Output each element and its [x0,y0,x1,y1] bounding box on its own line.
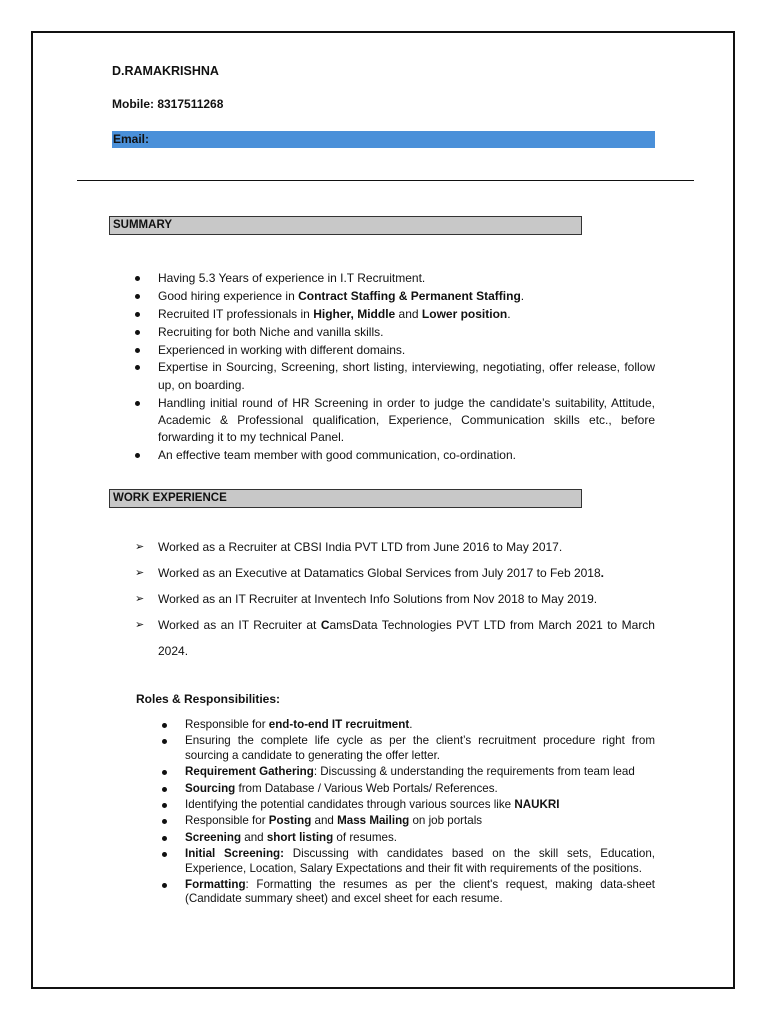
summary-heading: SUMMARY [109,216,582,235]
item-text: Recruiting for both Niche and vanilla skills. [158,324,384,339]
emphasis-text: Higher, Middle [313,306,396,321]
item-text: Identifying the potential candidates through various sources like [185,798,515,812]
bullet-icon [135,401,140,406]
responsibility-item [160,765,655,779]
summary-item [133,342,655,359]
work-experience-item [133,586,655,612]
item-text: Ensuring the complete life cycle as per the client’s recruitment procedure right from sourcing a candidate to generating the offer letter. [185,734,655,762]
arrow-bullet-icon: ➢ [135,567,145,579]
bullet-icon [162,883,167,888]
header-divider [77,180,694,181]
item-text: Discussing with candidates based on the skill sets, Education, Experience, Location, Salary Expectations and their fit with requirements of the positions. [185,847,655,875]
emphasis-text: end-to-end IT recruitment [268,718,410,731]
item-text: and [311,814,338,828]
responsibility-item [160,814,655,828]
item-text: Worked as a Recruiter at CBSI India PVT LTD from June 2016 to May 2017. [158,540,563,554]
summary-item [133,324,655,341]
bullet-icon [135,330,140,335]
emphasis-text: Contract Staffing & Permanent Staffing [298,288,521,303]
bullet-icon [135,276,140,281]
roles-heading: Roles & Responsibilities: [136,692,281,706]
responsibility-item [160,847,655,876]
item-text: Worked as an Executive at Datamatics Global Services from July 2017 to Feb 2018 [158,566,601,580]
bullet-icon [135,348,140,353]
bullet-icon [162,803,167,808]
item-text: on job portals [409,814,483,828]
bullet-icon [162,770,167,775]
candidate-name: D.RAMAKRISHNA [112,64,219,78]
bullet-icon [135,453,140,458]
item-text: Responsible for [185,718,269,731]
item-text: Worked as an IT Recruiter at [158,618,321,632]
emphasis-text: NAUKRI [514,798,560,812]
arrow-bullet-icon: ➢ [135,619,145,631]
emphasis-text: Lower position [421,306,508,321]
item-text: from Database / Various Web Portals/ References. [235,781,498,795]
bullet-icon [135,294,140,299]
responsibility-item [160,798,655,812]
emphasis-text: Requirement Gathering [185,765,314,779]
item-text: Having 5.3 Years of experience in I.T Recruitment. [158,271,426,285]
work-experience-heading: WORK EXPERIENCE [109,489,582,508]
emphasis-text: Initial Screening: [185,847,284,861]
emphasis-text: Posting [268,814,312,828]
item-text: Expertise in Sourcing, Screening, short listing, interviewing, negotiating, offer release, follow up, on boarding. [158,360,655,392]
item-text: Handling initial round of HR Screening in order to judge the candidate’s suitability, Attitude, Academic & Professional qualification, Experience, Communication skills etc., before forwarding it to my technical Panel. [158,395,655,445]
summary-item [133,447,655,464]
bullet-icon [162,787,167,792]
responsibility-item [160,782,655,796]
summary-list [133,270,655,465]
bullet-icon [162,723,167,728]
work-experience-item [133,560,655,586]
item-text: . [409,718,413,731]
summary-item [133,288,655,305]
bullet-icon [162,739,167,744]
item-text: and [395,306,422,321]
item-text: and [241,830,267,844]
item-text: : Discussing & understanding the requirements from team lead [313,765,635,779]
summary-item [133,359,655,394]
responsibility-item [160,734,655,763]
item-text: An effective team member with good communication, co-ordination. [158,448,516,463]
item-text: Good hiring experience in [158,288,299,303]
work-experience-item [133,612,655,664]
item-text: : Formatting the resumes as per the client's request, making data-sheet (Candidate summary sheet) and excel sheet for each resume. [185,878,655,906]
email-field[interactable]: Email: [112,131,655,148]
item-text: Recruited IT professionals in [158,306,314,321]
arrow-bullet-icon: ➢ [135,593,145,605]
summary-item [133,270,655,287]
responsibility-item [160,831,655,845]
emphasis-text: C [320,618,330,632]
item-text: amsData Technologies PVT LTD from March 2021 to March 2024. [158,618,655,658]
work-experience-item [133,534,655,560]
emphasis-text: Formatting [185,878,246,892]
bullet-icon [162,819,167,824]
emphasis-text: Screening [185,830,242,844]
responsibility-item [160,878,655,907]
emphasis-text: Sourcing [185,781,236,795]
item-text: Experienced in working with different domains. [158,342,406,357]
item-text: . [520,288,525,303]
roles-list [160,718,655,909]
emphasis-text: short listing [266,830,334,844]
item-text: of resumes. [333,830,397,844]
bullet-icon [162,852,167,857]
bullet-icon [162,836,167,841]
item-text: Worked as an IT Recruiter at Inventech Info Solutions from Nov 2018 to May 2019. [158,592,598,606]
work-experience-list [133,534,655,664]
mobile-number: Mobile: 8317511268 [112,97,224,111]
summary-item [133,306,655,323]
emphasis-text: Mass Mailing [337,814,410,828]
arrow-bullet-icon: ➢ [135,541,145,553]
summary-item [133,395,655,447]
emphasis-text: . [600,566,605,580]
bullet-icon [135,312,140,317]
responsibility-item [160,718,655,732]
bullet-icon [135,365,140,370]
item-text: . [507,306,511,321]
item-text: Responsible for [185,814,269,828]
